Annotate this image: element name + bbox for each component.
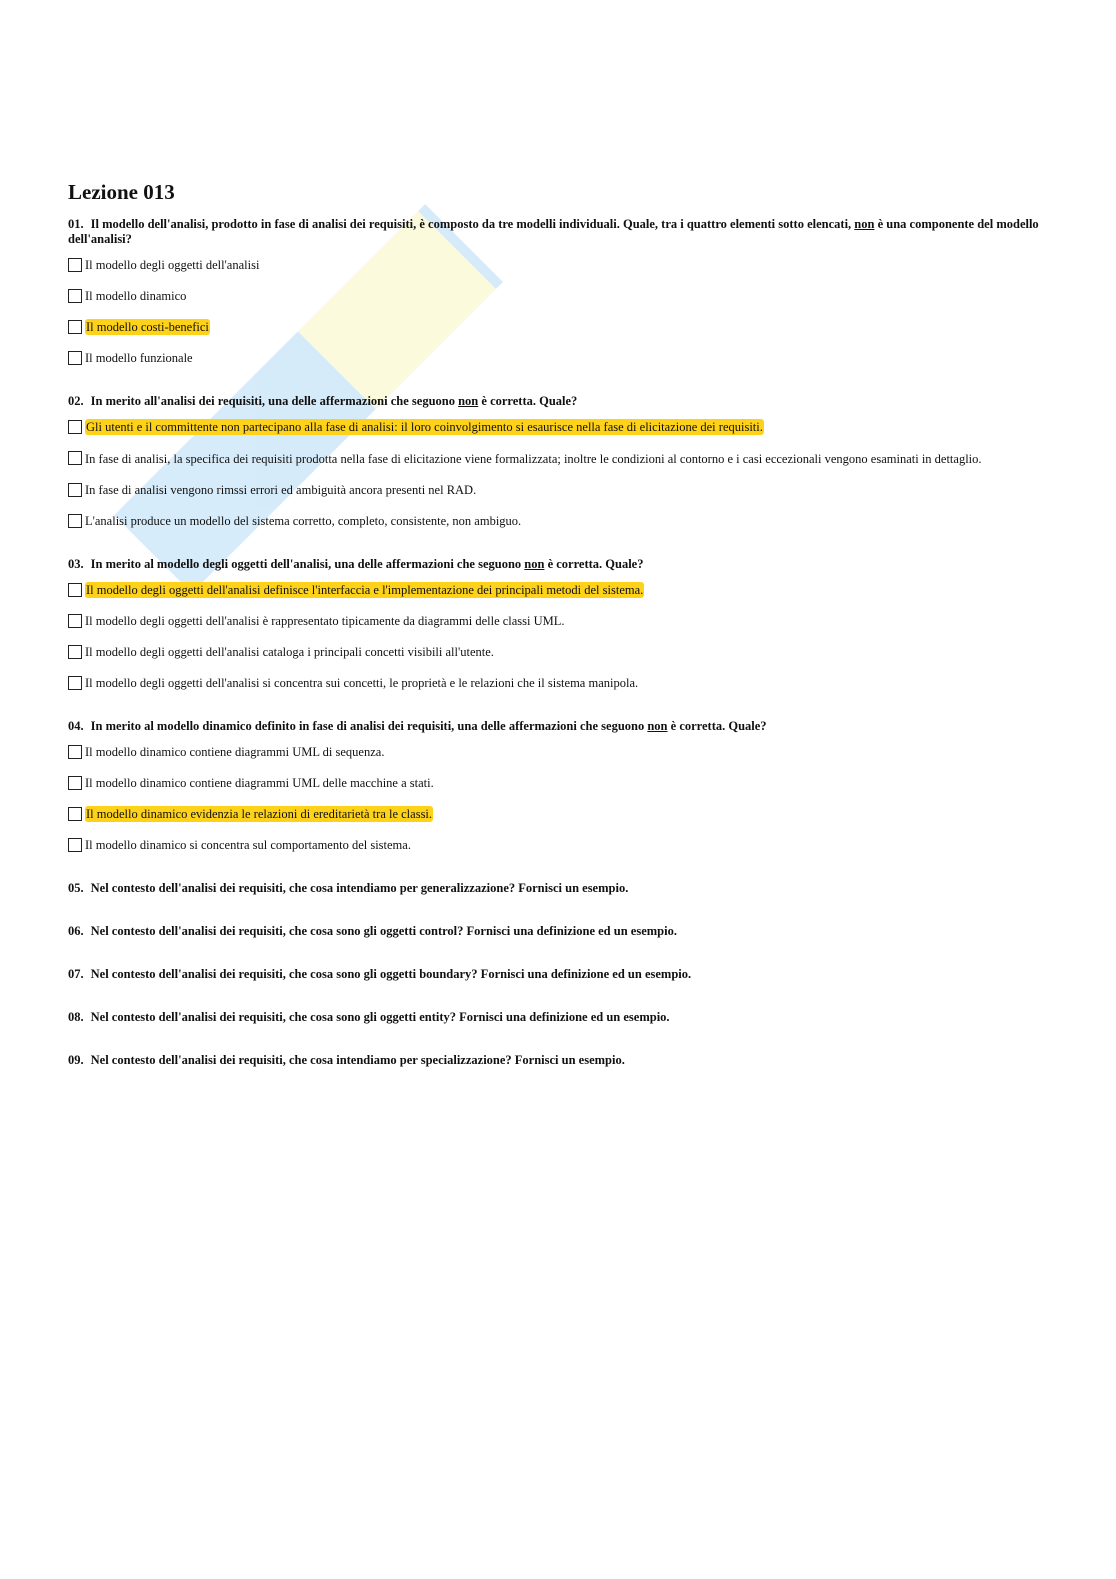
question-04 <box>68 719 1040 853</box>
checkbox[interactable] <box>68 420 82 434</box>
answer-option[interactable]: Il modello funzionale <box>68 350 1040 366</box>
highlighted-answer: Il modello costi-benefici <box>86 320 209 334</box>
checkbox[interactable] <box>68 289 82 303</box>
answer-option[interactable]: Il modello degli oggetti dell'analisi <box>68 257 1040 273</box>
question-number: 01. <box>68 217 84 231</box>
question-01 <box>68 217 1040 366</box>
emphasis-non: non <box>854 217 875 231</box>
checkbox[interactable] <box>68 451 82 465</box>
question-text: 03. In merito al modello degli oggetti dell'analisi, una delle affermazioni che seguono non è corretta. Quale? <box>68 557 644 571</box>
checkbox[interactable] <box>68 645 82 659</box>
question-number: 02. <box>68 394 84 408</box>
answer-option[interactable]: Il modello dinamico contiene diagrammi UML di sequenza. <box>68 744 1040 760</box>
question-number: 03. <box>68 557 84 571</box>
answer-option[interactable]: In fase di analisi vengono rimssi errori ed ambiguità ancora presenti nel RAD. <box>68 482 1040 498</box>
open-question-05: 05. Nel contesto dell'analisi dei requisiti, che cosa intendiamo per generalizzazione? Fornisci un esempio. <box>68 881 629 895</box>
question-text: 01. Il modello dell'analisi, prodotto in fase di analisi dei requisiti, è composto da tre modelli individuali. Quale, tra i quattro elementi sotto elencati, non è una componente del modello dell'analisi? <box>68 217 1039 246</box>
question-number: 08. <box>68 1010 84 1024</box>
open-question-07: 07. Nel contesto dell'analisi dei requisiti, che cosa sono gli oggetti boundary? Fornisci una definizione ed un esempio. <box>68 967 692 981</box>
checkbox[interactable] <box>68 483 82 497</box>
checkbox[interactable] <box>68 583 82 597</box>
question-text: 04. In merito al modello dinamico definito in fase di analisi dei requisiti, una delle affermazioni che seguono non è corretta. Quale? <box>68 719 767 733</box>
question-03 <box>68 557 1040 691</box>
checkbox[interactable] <box>68 514 82 528</box>
answer-option-highlighted[interactable] <box>68 806 1040 822</box>
answer-option[interactable]: Il modello degli oggetti dell'analisi è rappresentato tipicamente da diagrammi delle classi UML. <box>68 613 1040 629</box>
question-02 <box>68 394 1040 529</box>
checkbox[interactable] <box>68 676 82 690</box>
checkbox[interactable] <box>68 614 82 628</box>
checkbox[interactable] <box>68 258 82 272</box>
answer-option[interactable]: Il modello dinamico contiene diagrammi UML delle macchine a stati. <box>68 775 1040 791</box>
question-number: 07. <box>68 967 84 981</box>
checkbox[interactable] <box>68 807 82 821</box>
highlighted-answer: Il modello degli oggetti dell'analisi definisce l'interfaccia e l'implementazione dei principali metodi del sistema. <box>86 583 644 597</box>
checkbox[interactable] <box>68 745 82 759</box>
question-number: 04. <box>68 719 84 733</box>
answer-option[interactable]: Il modello dinamico si concentra sul comportamento del sistema. <box>68 837 1040 853</box>
open-question-08: 08. Nel contesto dell'analisi dei requisiti, che cosa sono gli oggetti entity? Fornisci una definizione ed un esempio. <box>68 1010 670 1024</box>
question-number: 05. <box>68 881 84 895</box>
answer-option[interactable]: Il modello dinamico <box>68 288 1040 304</box>
checkbox[interactable] <box>68 838 82 852</box>
answer-option-highlighted[interactable] <box>68 319 1040 335</box>
page-title: Lezione 013 <box>68 180 175 204</box>
question-number: 09. <box>68 1053 84 1067</box>
checkbox[interactable] <box>68 776 82 790</box>
emphasis-non: non <box>458 394 479 408</box>
emphasis-non: non <box>647 719 668 733</box>
checkbox[interactable] <box>68 351 82 365</box>
checkbox[interactable] <box>68 320 82 334</box>
answer-option[interactable]: Il modello degli oggetti dell'analisi si concentra sui concetti, le proprietà e le relazioni che il sistema manipola. <box>68 675 1040 691</box>
highlighted-answer: Il modello dinamico evidenzia le relazioni di ereditarietà tra le classi. <box>86 807 433 821</box>
answer-option[interactable]: L'analisi produce un modello del sistema corretto, completo, consistente, non ambiguo. <box>68 513 1040 529</box>
open-question-06: 06. Nel contesto dell'analisi dei requisiti, che cosa sono gli oggetti control? Fornisci una definizione ed un esempio. <box>68 924 677 938</box>
question-text: 02. In merito all'analisi dei requisiti, una delle affermazioni che seguono non è corretta. Quale? <box>68 394 578 408</box>
answer-option-highlighted[interactable] <box>68 582 1040 598</box>
open-question-09: 09. Nel contesto dell'analisi dei requisiti, che cosa intendiamo per specializzazione? Fornisci un esempio. <box>68 1053 625 1067</box>
question-number: 06. <box>68 924 84 938</box>
answer-option[interactable]: Il modello degli oggetti dell'analisi cataloga i principali concetti visibili all'utente. <box>68 644 1040 660</box>
document-page <box>68 180 1040 1096</box>
answer-option[interactable]: In fase di analisi, la specifica dei requisiti prodotta nella fase di elicitazione viene formalizzata; inoltre le condizioni al contorno e i casi eccezionali vengono esaminati in dettaglio. <box>68 450 1040 467</box>
answer-option-highlighted[interactable] <box>68 419 1040 435</box>
highlighted-answer: Gli utenti e il committente non partecipano alla fase di analisi: il loro coinvolgimento si esaurisce nella fase di elicitazione dei requisiti. <box>86 420 763 434</box>
emphasis-non: non <box>524 557 545 571</box>
